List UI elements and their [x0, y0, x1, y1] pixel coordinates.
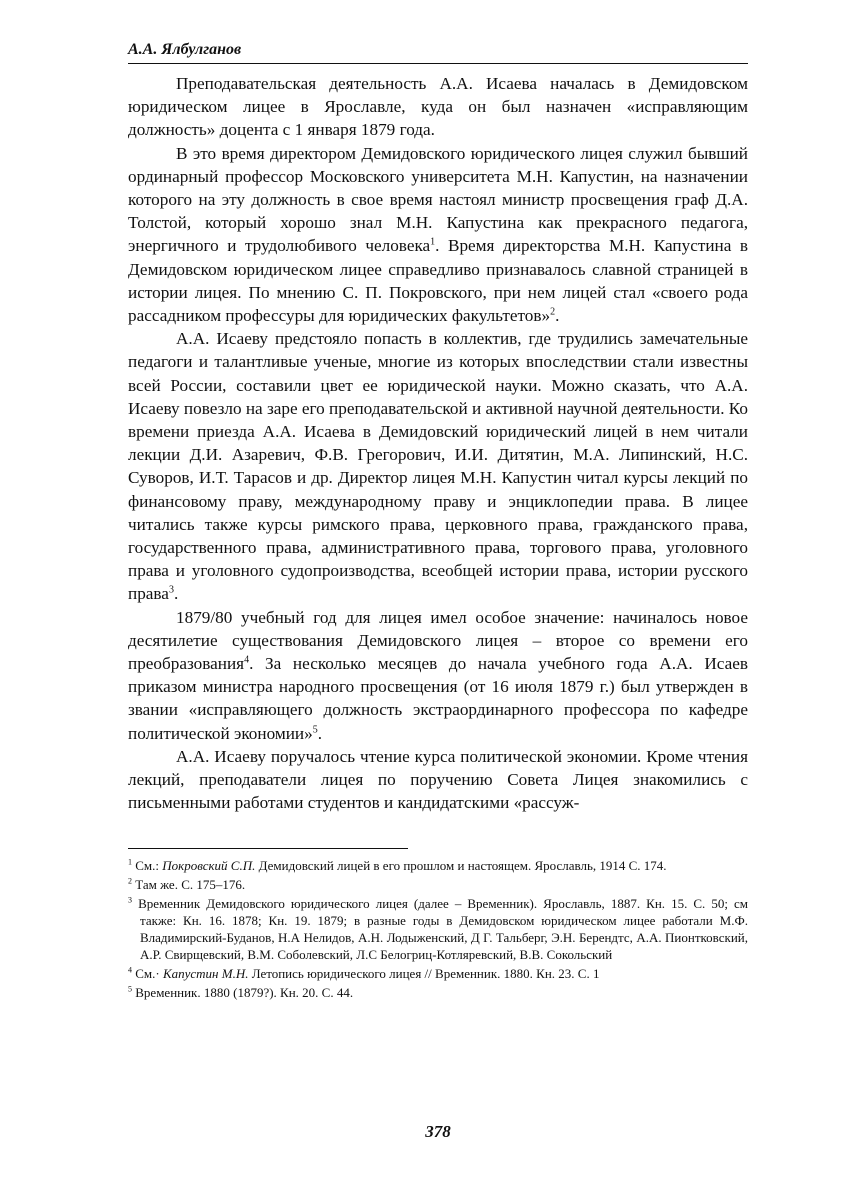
running-head: А.А. Ялбулганов — [128, 40, 748, 64]
text-run: А.А. Исаеву предстояло попасть в коллектив, где трудились замечательные педагоги и талантливые ученые, многие из которых впоследствии стали известны всей России, составили цвет ее юридической науки. Можно сказать, что А.А. Исаеву повезло на заре его преподавательской и активной научной деятельности. Ко времени приезда А.А. Исаева в Демидовский юридический лицей в нем читали лекции Д.И. Азаревич, Ф.В. Грегорович, И.И. Дитятин, М.А. Липинский, Н.С. Суворов, И.Т. Тарасов и др. Директор лицея М.Н. Капустин читал курсы лекций по финансовому праву, международному праву и энциклопедии права. В лицее читались также курсы римского права, церковного права, гражданского права, государственного права, административного права, торгового права, уголовного права и уголовного судопроизводства, всеобщей истории права, истории русского права — [128, 329, 748, 604]
paragraph — [128, 745, 748, 815]
footnotes — [128, 857, 748, 1001]
footnote — [128, 876, 748, 893]
paragraph — [128, 606, 748, 745]
italic-text: Капустин М.Н. — [162, 965, 249, 981]
body-text — [128, 72, 748, 815]
text-run: . — [317, 723, 323, 743]
text-run: См.: — [135, 857, 163, 873]
text-run: . — [173, 584, 179, 604]
paragraph — [128, 72, 748, 142]
footnote-ref: 2 — [550, 306, 556, 318]
footnote — [128, 984, 748, 1001]
footnote-ref: 5 — [312, 723, 318, 735]
text-run: А.А. Исаеву поручалось чтение курса политической экономии. Кроме чтения лекций, преподаватели лицея по поручению Совета Лицея знакомились с письменными работами студентов и кандидатскими «рассуж- — [128, 746, 748, 813]
text-run: В это время директором Демидовского юридического лицея служил бывший ординарный профессор Московского университета М.Н. Капустин, на назначении которого на эту должность в свое время настоял министр просвещения граф Д.А. Толстой, который хорошо знал М.Н. Капустина как прекрасного педагога, энергичного и трудолюбивого человека — [128, 143, 748, 256]
text-run: 1879/80 учебный год для лицея имел особое значение: начиналось новое десятилетие существования Демидовского лицея – второе со времени его преобразования — [128, 607, 748, 674]
text-run: Временник. 1880 (1879?). Кн. 20. С. 44. — [135, 984, 354, 1000]
text-run: Временник Демидовского юридического лицея (далее – Временник). Ярославль, 1887. Кн. 15. С. 50; см также: Кн. 16. 1878; Кн. 19. 1879; в разные годы в Демидовском юридическом лицее работали М.Ф. Владимирский-Буданов, Н.А Нелидов, А.Н. Лодыженский, Д Г. Тальберг, Э.Н. Берендтс, А.А. Пионтковский, А.Р. Свирщевский, В.М. Соболевский, Л.С Белогриц-Котляревский, В.В. Сокольский — [138, 895, 749, 962]
footnote-ref: 4 — [244, 654, 250, 666]
text-run: Демидовский лицей в его прошлом и настоящем. Ярославль, 1914 С. 174. — [255, 857, 667, 873]
footnote-number: 4 — [128, 965, 132, 975]
text-run: См.· — [135, 965, 163, 981]
footnote-number: 5 — [128, 984, 132, 994]
footnote-number: 1 — [128, 857, 132, 867]
page-number: 378 — [425, 1122, 451, 1141]
footnote-ref: 1 — [430, 236, 436, 248]
italic-text: Покровский С.П. — [162, 857, 256, 873]
text-run: Преподавательская деятельность А.А. Исаева началась в Демидовском юридическом лицее в Ярославле, куда он был назначен «исправляющим должность» доцента с 1 января 1879 года. — [128, 74, 748, 140]
paragraph — [128, 142, 748, 328]
footnote-number: 2 — [128, 876, 132, 886]
text-run: Там же. С. 175–176. — [135, 876, 246, 892]
text-run: . Время директорства М.Н. Капустина в Демидовском юридическом лицее справедливо признавалось славной страницей в истории лицея. По мнению С. П. Покровского, при нем лицей стал «своего рода рассадником профессуры для юридических факультетов» — [128, 236, 749, 326]
paragraph — [128, 327, 748, 605]
footnote — [128, 857, 748, 874]
page — [128, 40, 749, 1141]
footnote-ref: 3 — [168, 584, 174, 596]
footnote-separator — [128, 848, 408, 849]
footnote — [128, 965, 748, 982]
footnote-number: 3 — [128, 895, 132, 905]
text-run: Летопись юридического лицея // Временник. 1880. Кн. 23. С. 1 — [248, 965, 600, 981]
text-run: . — [555, 306, 560, 326]
text-run: . За несколько месяцев до начала учебного года А.А. Исаев приказом министра народного просвещения (от 16 июля 1879 г.) был утвержден в звании «исправляющего должность экстраординарного профессора по кафедре политической экономии» — [128, 654, 748, 743]
footnote — [128, 895, 748, 963]
